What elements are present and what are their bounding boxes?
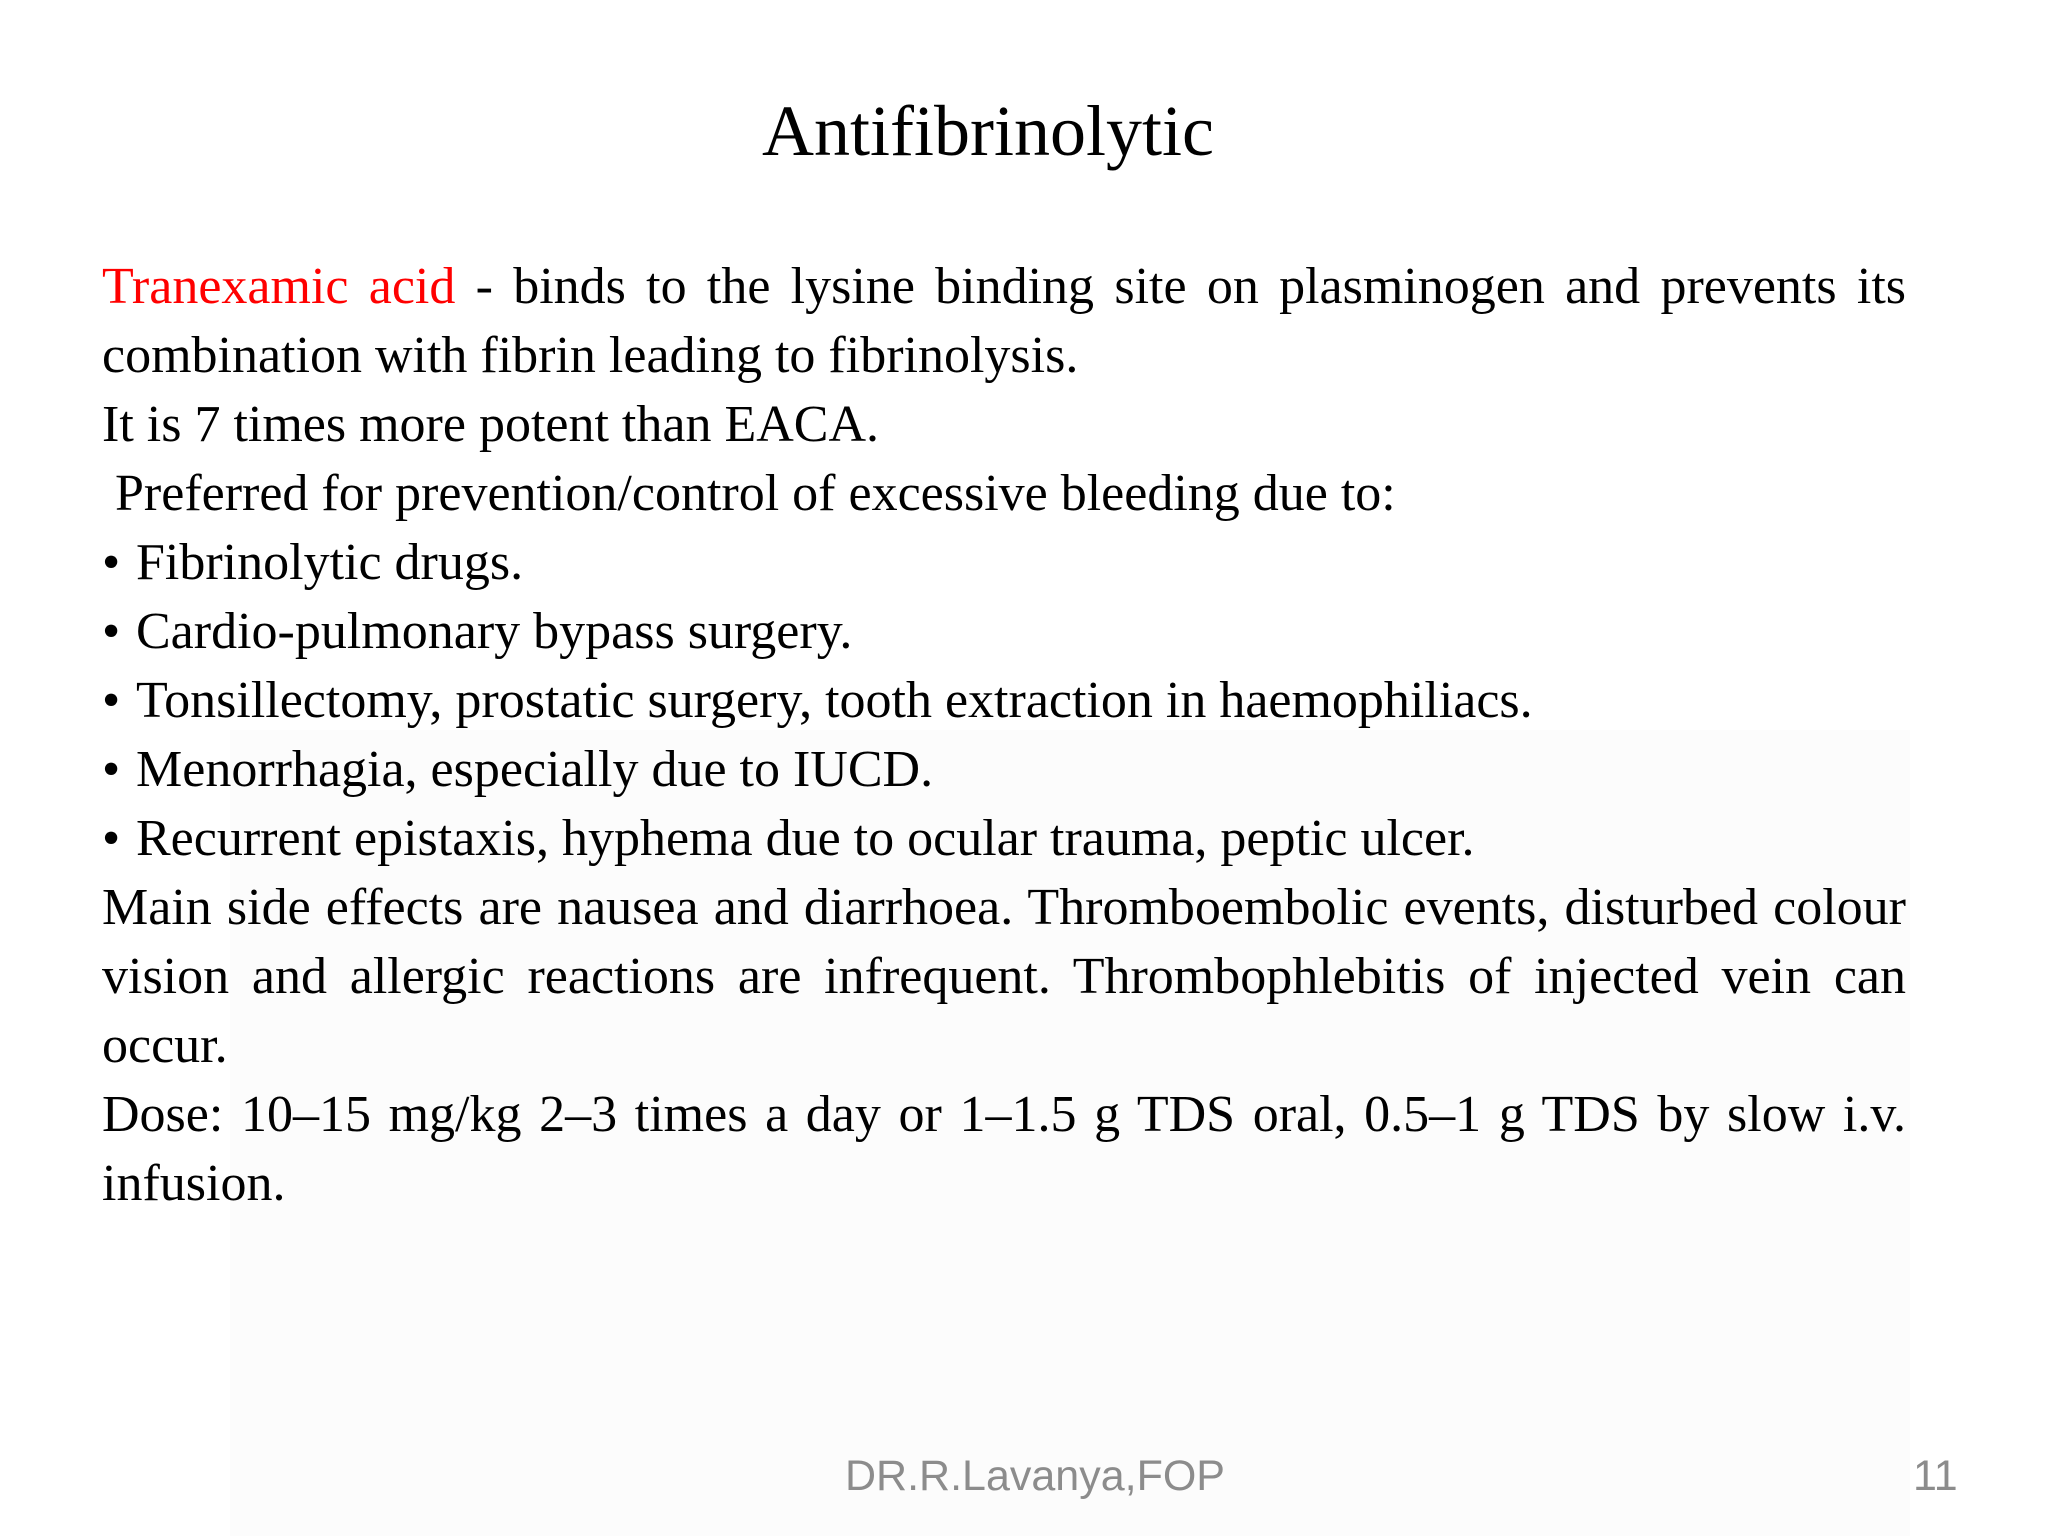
slide-title: Antifibrinolytic	[762, 91, 1214, 171]
bullet-icon: •	[102, 741, 121, 798]
bullet-icon: •	[102, 810, 121, 867]
uses-list	[102, 528, 1906, 873]
bullet-icon: •	[102, 603, 121, 660]
list-item-text: Menorrhagia, especially due to IUCD.	[136, 741, 934, 798]
list-item-text: Fibrinolytic drugs.	[136, 534, 524, 591]
drug-name: Tranexamic acid	[102, 258, 456, 315]
bullet-icon: •	[102, 534, 121, 591]
list-item-text: Cardio-pulmonary bypass surgery.	[136, 603, 853, 660]
dose-paragraph: Dose: 10–15 mg/kg 2–3 times a day or 1–1.5 g TDS oral, 0.5–1 g TDS by slow i.v. infusion.	[102, 1086, 1906, 1212]
potency-text: It is 7 times more potent than EACA.	[102, 396, 880, 453]
preferred-intro-text: Preferred for prevention/control of excessive bleeding due to:	[102, 465, 1396, 522]
slide-body	[102, 252, 1906, 1218]
bullet-icon: •	[102, 672, 121, 729]
side-effects-paragraph: Main side effects are nausea and diarrhoea. Thromboembolic events, disturbed colour vision and allergic reactions are infrequent. Thrombophlebitis of injected vein can occur.	[102, 879, 1906, 1074]
list-item	[102, 528, 1906, 597]
mechanism-text: - binds to the lysine binding site on plasminogen and prevents its combination with fibrin leading to fibrinolysis.	[102, 258, 1907, 384]
slide-page-number: 11	[1913, 1452, 1958, 1500]
list-item	[102, 666, 1906, 735]
list-item	[102, 597, 1906, 666]
list-item	[102, 735, 1906, 804]
footer-author: DR.R.Lavanya,FOP	[845, 1452, 1225, 1500]
intro-paragraph	[102, 252, 1906, 390]
list-item-text: Recurrent epistaxis, hyphema due to ocular trauma, peptic ulcer.	[136, 810, 1475, 867]
list-item	[102, 804, 1906, 873]
list-item-text: Tonsillectomy, prostatic surgery, tooth extraction in haemophiliacs.	[136, 672, 1533, 729]
